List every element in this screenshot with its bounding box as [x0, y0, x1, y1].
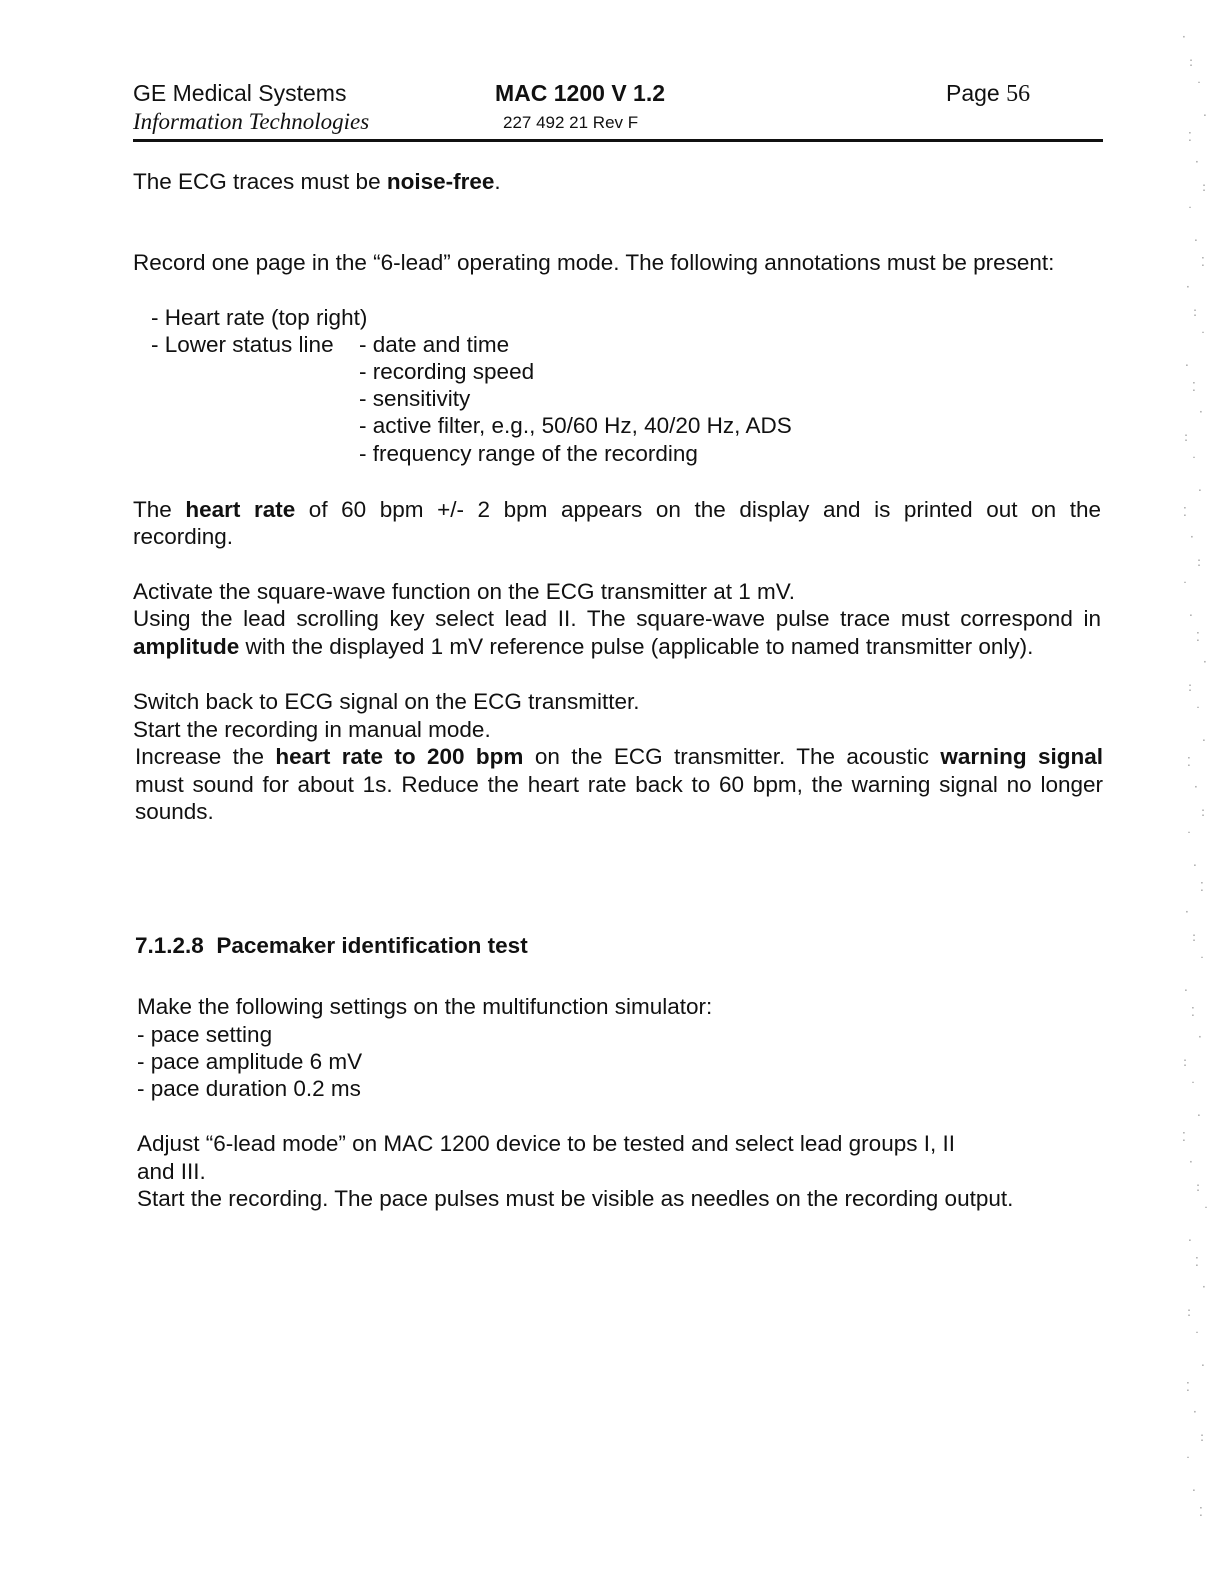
scan-speck: : — [1184, 430, 1189, 444]
scan-speck: . — [1185, 355, 1189, 369]
simulator-setting-item: - pace amplitude 6 mV — [137, 1049, 363, 1074]
page-number-value: 56 — [1006, 81, 1031, 107]
bold-term: heart rate — [185, 497, 296, 522]
scan-speck: ˙ — [1185, 1455, 1191, 1469]
annotation-item: - sensitivity — [359, 386, 471, 411]
annotation-item: - frequency range of the recording — [359, 441, 698, 466]
scan-speck: : — [1192, 930, 1197, 944]
scan-speck: ⁚ — [1201, 255, 1205, 269]
scan-speck: · — [1186, 280, 1190, 294]
text-run: Increase the — [135, 744, 276, 769]
scan-speck: : — [1202, 180, 1207, 194]
scan-speck: ˙ — [1195, 705, 1201, 719]
scan-speck: ⁚ — [1183, 505, 1187, 519]
annotation-item: - date and time — [359, 332, 510, 357]
scan-speck: . — [1201, 1355, 1205, 1369]
scan-speck: · — [1193, 1405, 1197, 1419]
warning-line: sounds. — [135, 799, 214, 824]
warning-line — [135, 743, 1103, 770]
scan-speck: · — [1189, 1155, 1193, 1169]
scan-speck: ˙ — [1199, 955, 1205, 969]
scan-speck: · — [1198, 1030, 1202, 1044]
section-title: Pacemaker identification test — [216, 933, 528, 958]
scan-speck: ˙ — [1190, 1080, 1196, 1094]
scan-speck: : — [1197, 555, 1202, 569]
scan-speck: : — [1189, 55, 1194, 69]
scan-speck: : — [1193, 305, 1198, 319]
scan-speck: ⁚ — [1192, 380, 1196, 394]
scan-speck: ⁚ — [1195, 1255, 1199, 1269]
section-heading — [135, 932, 528, 959]
scan-speck: ˙ — [1196, 80, 1202, 94]
annotation-lower-status: - Lower status line — [151, 332, 334, 357]
pace-test-line: Adjust “6-lead mode” on MAC 1200 device to be tested and select lead groups I, II — [137, 1131, 955, 1156]
text-run: of 60 bpm +/- 2 bpm appears on the display and is printed out on the — [295, 497, 1101, 522]
scan-speck: ⁚ — [1182, 1130, 1186, 1144]
scan-speck: : — [1183, 1055, 1188, 1069]
simulator-settings-intro: Make the following settings on the multifunction simulator: — [137, 994, 713, 1019]
scan-margin-artifacts — [1172, 0, 1222, 1580]
scan-speck: . — [1188, 1230, 1192, 1244]
scan-speck: ˙ — [1194, 1330, 1200, 1344]
scan-speck: ˙ — [1187, 205, 1193, 219]
scan-speck: ˙ — [1200, 330, 1206, 344]
square-wave-line — [133, 633, 1033, 660]
document-title: MAC 1200 V 1.2 — [495, 80, 666, 106]
scan-speck: . — [1197, 1105, 1201, 1119]
simulator-setting-item: - pace setting — [137, 1022, 273, 1047]
text-run: on the ECG transmitter. The acoustic — [523, 744, 941, 769]
scan-speck: ⁚ — [1191, 1005, 1195, 1019]
scan-speck: · — [1202, 1280, 1206, 1294]
scan-speck: · — [1194, 780, 1198, 794]
scan-speck: : — [1201, 805, 1206, 819]
scan-speck: ˙ — [1191, 455, 1197, 469]
scan-speck: ˙ — [1182, 580, 1188, 594]
scan-speck: : — [1200, 1430, 1205, 1444]
scan-speck: · — [1182, 30, 1186, 44]
scan-speck: . — [1184, 980, 1188, 994]
scan-speck: ˙ — [1186, 830, 1192, 844]
scan-speck: : — [1187, 1305, 1192, 1319]
scan-speck: . — [1198, 480, 1202, 494]
square-wave-line: Activate the square-wave function on the ECG transmitter at 1 mV. — [133, 579, 795, 604]
record-instruction: Record one page in the “6-lead” operating mode. The following annotations must be present: — [133, 250, 1055, 275]
bold-term: amplitude — [133, 634, 240, 659]
warning-line: Start the recording in manual mode. — [133, 717, 491, 742]
scan-speck: . — [1192, 1480, 1196, 1494]
text-run: The — [133, 497, 186, 522]
scan-speck: ˙ — [1203, 1205, 1209, 1219]
scan-speck: · — [1185, 905, 1189, 919]
annotation-item: - active filter, e.g., 50/60 Hz, 40/20 Hz, ADS — [359, 413, 792, 438]
warning-line: must sound for about 1s. Reduce the heart rate back to 60 bpm, the warning signal no longer — [135, 772, 1103, 797]
text-run: . — [494, 169, 501, 194]
scan-speck: ⁚ — [1199, 1505, 1203, 1519]
scan-speck: ⁚ — [1196, 630, 1200, 644]
warning-line: Switch back to ECG signal on the ECG transmitter. — [133, 689, 640, 714]
annotation-item: - recording speed — [359, 359, 535, 384]
company-name: GE Medical Systems — [133, 80, 347, 106]
section-number: 7.1.2.8 — [135, 933, 204, 958]
annotation-heart-rate: - Heart rate (top right) — [151, 305, 368, 330]
square-wave-line: Using the lead scrolling key select lead II. The square-wave pulse trace must correspond in — [133, 606, 1101, 631]
text-run: The ECG traces must be — [133, 169, 387, 194]
document-number: 227 492 21 Rev F — [503, 113, 639, 132]
department-name: Information Technologies — [133, 109, 370, 134]
bold-term: noise-free — [386, 169, 495, 194]
scan-speck: · — [1199, 405, 1203, 419]
scan-speck: : — [1196, 1180, 1201, 1194]
noise-free-statement — [133, 168, 501, 195]
page-label: Page — [946, 80, 1000, 106]
scan-speck: ⁚ — [1200, 880, 1204, 894]
scan-speck: · — [1203, 655, 1207, 669]
simulator-setting-item: - pace duration 0.2 ms — [137, 1076, 361, 1101]
bold-term: heart rate to 200 bpm — [275, 744, 524, 769]
scan-speck: ⁚ — [1187, 755, 1191, 769]
scan-speck: . — [1193, 855, 1197, 869]
scan-speck: ⁚ — [1188, 130, 1192, 144]
scan-speck: · — [1195, 155, 1199, 169]
header-rule — [133, 139, 1103, 142]
pace-test-line: Start the recording. The pace pulses must be visible as needles on the recording output. — [137, 1186, 1014, 1211]
scan-speck: . — [1202, 730, 1206, 744]
heart-rate-line — [133, 496, 1101, 523]
scan-speck: · — [1190, 530, 1194, 544]
page-number — [946, 80, 1030, 108]
pace-test-line: and III. — [137, 1159, 206, 1184]
scan-speck: ⁚ — [1186, 1380, 1190, 1394]
scan-speck: . — [1189, 605, 1193, 619]
bold-term: warning signal — [940, 744, 1103, 769]
scan-speck: . — [1194, 230, 1198, 244]
scan-speck: . — [1203, 105, 1207, 119]
scan-speck: : — [1188, 680, 1193, 694]
heart-rate-line: recording. — [133, 524, 234, 549]
text-run: with the displayed 1 mV reference pulse (applicable to named transmitter only). — [239, 634, 1034, 659]
